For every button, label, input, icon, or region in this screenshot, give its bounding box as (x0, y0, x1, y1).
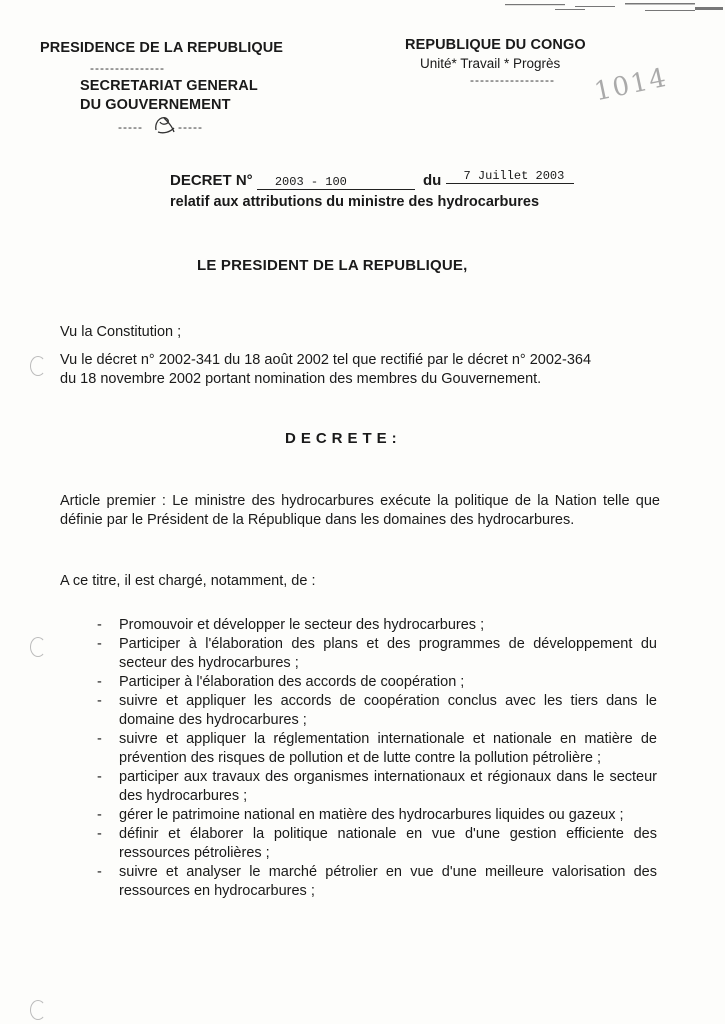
handwritten-mark: 1014 (591, 62, 671, 108)
decrete-heading: DECRETE: (285, 430, 402, 447)
bullet-dash: - (97, 864, 102, 880)
article-text: Le ministre des hydrocarbures exécute la politique de la Nation telle que définie par le Président de la République dans les domaines des hydrocarbures. (60, 493, 660, 528)
bullet-dash: - (97, 807, 102, 823)
gouvernement-title: DU GOUVERNEMENT (80, 97, 231, 113)
punch-hole (30, 356, 46, 376)
visa-constitution: Vu la Constitution ; (60, 324, 182, 340)
secretariat-title: SECRETARIAT GENERAL (80, 78, 258, 94)
header-divider: ----- (178, 120, 203, 134)
article-lead: Article premier : (60, 493, 166, 509)
list-item: - suivre et analyser le marché pétrolier en vue d'une meilleure valorisation des ressources en hydrocarbures ; (97, 864, 657, 899)
presidence-title: PRESIDENCE DE LA REPUBLIQUE (40, 40, 284, 56)
list-item: - Participer à l'élaboration des accords de coopération ; (97, 674, 465, 690)
bullet-dash: - (97, 826, 102, 842)
decree-number-line (170, 169, 574, 190)
punch-hole (30, 1000, 46, 1020)
header-divider: ----------------- (470, 73, 555, 87)
initials-scribble (152, 112, 178, 138)
decree-number: 2003 - 100 (257, 175, 415, 190)
list-item: - définir et élaborer la politique nationale en vue d'une gestion efficiente des ressources pétrolières ; (97, 826, 657, 861)
decree-subtitle: relatif aux attributions du ministre des hydrocarbures (170, 194, 540, 210)
list-item: - Participer à l'élaboration des plans et des programmes de développement du secteur des hydrocarbures ; (97, 636, 657, 671)
national-motto: Unité* Travail * Progrès (420, 56, 561, 71)
republique-title: REPUBLIQUE DU CONGO (405, 37, 586, 53)
bullet-dash: - (97, 617, 102, 633)
decree-label: DECRET N° (170, 172, 253, 189)
bullet-dash: - (97, 731, 102, 747)
bullet-dash: - (97, 769, 102, 785)
visa-decree-line2: du 18 novembre 2002 portant nomination des membres du Gouvernement. (60, 371, 542, 387)
bullet-dash: - (97, 693, 102, 709)
decree-date: 7 Juillet 2003 (446, 169, 574, 184)
punch-hole (30, 637, 46, 657)
bullet-dash: - (97, 636, 102, 652)
list-item: - gérer le patrimoine national en matière des hydrocarbures liquides ou gazeux ; (97, 807, 624, 823)
decree-du: du (423, 172, 442, 189)
list-item: - suivre et appliquer les accords de coopération conclus avec les tiers dans le domaine des hydrocarbures ; (97, 693, 657, 728)
charge-intro: A ce titre, il est chargé, notamment, de : (60, 573, 316, 589)
list-item: - participer aux travaux des organismes internationaux et régionaux dans le secteur des hydrocarbures ; (97, 769, 657, 804)
list-item: - suivre et appliquer la réglementation internationale et nationale en matière de prévention des risques de pollution et de lutte contre la pollution pétrolière ; (97, 731, 657, 766)
scan-noise (495, 0, 725, 16)
attributions-list (97, 616, 657, 901)
header-divider: --------------- (90, 61, 165, 75)
president-heading: LE PRESIDENT DE LA REPUBLIQUE, (197, 257, 468, 274)
list-item: - Promouvoir et développer le secteur des hydrocarbures ; (97, 617, 485, 633)
article-premier (60, 492, 660, 530)
header-divider: ----- (118, 120, 143, 134)
visa-decree-line1: Vu le décret n° 2002-341 du 18 août 2002 tel que rectifié par le décret n° 2002-364 (60, 352, 592, 368)
bullet-dash: - (97, 674, 102, 690)
